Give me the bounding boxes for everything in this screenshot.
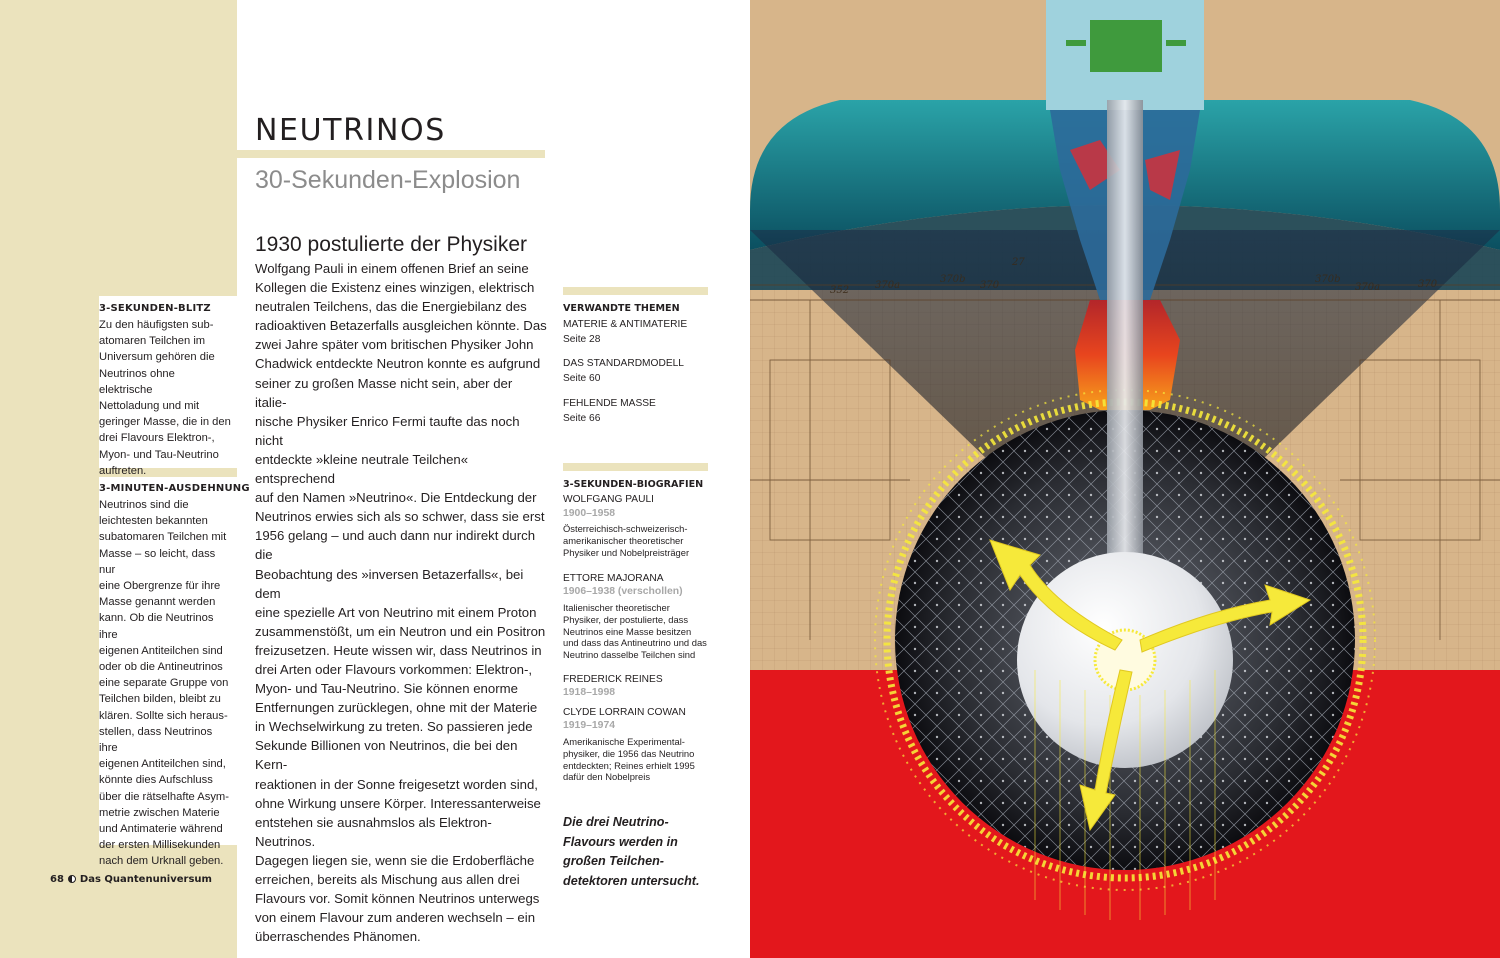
bio-heading: 3-SEKUNDEN-BIOGRAFIEN: [563, 479, 704, 490]
blitz-heading: 3-SEKUNDEN-BLITZ: [99, 303, 211, 314]
bio-desc: Amerikanische Experimental- physiker, die 1956 das Neutrino entdeckten; Reines erhielt 1995 dafür den Nobelpreis: [563, 736, 695, 783]
ausdehnung-heading: 3-MINUTEN-AUSDEHNUNG: [99, 483, 250, 494]
title-rule: [237, 150, 545, 158]
central-tube: [1107, 100, 1143, 570]
bio-years: 1906–1938 (verschollen): [563, 586, 683, 597]
bio-name: ETTORE MAJORANA: [563, 573, 664, 584]
bio-desc: Österreichisch-schweizerisch- amerikanischer theoretischer Physiker und Nobelpreisträger: [563, 523, 690, 558]
half-circle-icon: [68, 875, 76, 883]
blueprint-label: 370a: [1355, 282, 1381, 293]
related-topic: DAS STANDARDMODELL Seite 60: [563, 358, 684, 384]
related-topic: MATERIE & ANTIMATERIE Seite 28: [563, 319, 688, 345]
blueprint-label: 370b: [940, 274, 966, 285]
page-number: 68: [50, 874, 64, 885]
body-text: Wolfgang Pauli in einem offenen Brief an seine Kollegen die Existenz eines winzigen, elektrisch neutralen Teilchens, das die Energiebilanz des radioaktiven Betazerfalls ausgleichen könnte. Das zwei Jahre später vom britischen Physiker John Chadwick entdeckte Neutron konnte es aufgrund seiner zu großen Masse nicht sein, aber der italie- nische Physiker Enrico Fermi taufte das noch nicht entdeckte »kleine neutrale Teilchen« entsprechend auf den Namen »Neutrino«. Die Entdeckung der Neutrinos erwies sich als so schwer, dass sie erst 1956 gelang – und auch dann nur indirekt durch die Beobachtung des »inversen Betazerfalls«, bei dem eine spezielle Art von Neutrino mit einem Proton zusammenstößt, um ein Neutron und ein Positron freizusetzen. Heute wissen wir, dass Neutrinos in drei Arten oder Flavours vorkommen: Elektron-, Myon- und Tau-Neutrino. Sie können enorme Entfernungen zurücklegen, ohne mit der Materie in Wechselwirkung zu treten. So passieren jede Sekunde Billionen von Neutrinos, die bei den Kern- reaktionen in der Sonne freigesetzt worden sind, ohne Wirkung unsere Körper. Interessanterweise entstehen sie ausnahmslos als Elektron-Neutrinos. Dagegen liegen sie, wenn sie die Erdoberfläche erreichen, bereits als Mischung aus allen drei Flavours vor. Somit können Neutrinos unterwegs von einem Flavour zum anderen wechseln – ein überraschendes Phänomen.: [255, 261, 547, 945]
ausdehnung-text: Neutrinos sind die leichtesten bekannten subatomaren Teilchen mit Masse – so leicht, dass nur eine Obergrenze für ihre Masse genannt werden kann. Ob die Neutrinos ihre eigenen Antiteilchen sind oder ob die Antineutrinos eine separate Gruppe von Teilchen bilden, bleibt zu klären. Sollte sich heraus- stellen, dass Neutrinos ihre eigenen Antiteilchen sind, könnte dies Aufschluss über die rätselhafte Asym- metrie zwischen Materie und Antimaterie während der ersten Millisekunden nach dem Urknall geben.: [99, 499, 229, 868]
lead-text: 1930 postulierte der Physiker: [255, 233, 527, 256]
blueprint-label: 370: [980, 280, 1000, 291]
bio-years: 1919–1974: [563, 720, 616, 731]
illustration-caption: Die drei Neutrino- Flavours werden in großen Teilchen- detektoren untersucht.: [563, 815, 700, 888]
page-footer: [50, 874, 212, 885]
green-machine: [1090, 20, 1162, 72]
related-topic: FEHLENDE MASSE Seite 66: [563, 398, 656, 424]
related-heading: VERWANDTE THEMEN: [563, 303, 680, 314]
blueprint-label: 352: [830, 285, 850, 296]
related-rule: [563, 287, 708, 295]
blitz-text: Zu den häufigsten sub- atomaren Teilchen im Universum gehören die Neutrinos ohne elektrische Nettoladung und mit geringer Masse, die in den drei Flavours Elektron-, Myon- und Tau-Neutrino auftreten.: [99, 319, 231, 477]
bio-years: 1900–1958: [563, 508, 616, 519]
blueprint-label: 370: [1418, 279, 1438, 290]
blueprint-label: 370b: [1315, 274, 1341, 285]
bio-name: WOLFGANG PAULI: [563, 494, 654, 505]
page-subtitle: 30-Sekunden-Explosion: [255, 166, 521, 194]
neutrino-detector-illustration: [750, 0, 1500, 958]
bio-name: FREDERICK REINES: [563, 674, 663, 685]
page-title: NEUTRINOS: [255, 113, 446, 148]
bio-desc: Italienischer theoretischer Physiker, der postulierte, dass Neutrinos eine Masse besitzen und dass das Antineutrino und das Neutrino dasselbe Teilchen sind: [563, 602, 707, 661]
bio-rule: [563, 463, 708, 471]
book-section: Das Quantenuniversum: [79, 874, 212, 885]
blueprint-label: 27: [1012, 257, 1025, 268]
blueprint-label: 370a: [875, 280, 901, 291]
bio-name: CLYDE LORRAIN COWAN: [563, 707, 686, 718]
bio-years: 1918–1998: [563, 687, 616, 698]
